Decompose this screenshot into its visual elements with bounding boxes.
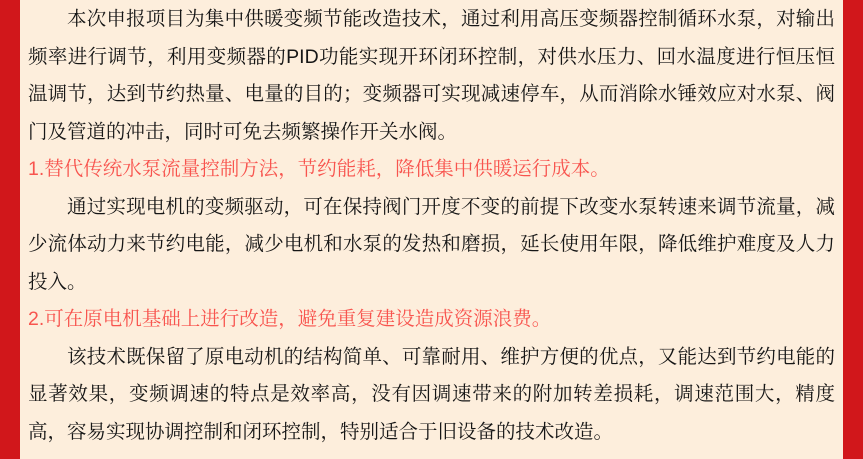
point-2-detail-paragraph: 该技术既保留了原电动机的结构简单、可靠耐用、维护方便的优点，又能达到节约电能的显著效果，变频调速的特点是效率高，没有因调速带来的附加转差损耗，调速范围大，精度高，容易实现协调控制和闭环控制，特别适合于旧设备的技术改造。 (28, 345, 835, 443)
highlight-point-2: 2.可在原电机基础上进行改造，避免重复建设造成资源浪费。 (28, 308, 552, 330)
left-accent-bar (0, 0, 20, 459)
point-1-detail-paragraph: 通过实现电机的变频驱动，可在保持阀门开度不变的前提下改变水泵转速来调节流量，减少流体动力来节约电能，减少电机和水泵的发热和磨损，延长使用年限，降低维护难度及人力投入。 (28, 195, 835, 293)
highlight-point-1: 1.替代传统水泵流量控制方法，节约能耗，降低集中供暖运行成本。 (28, 158, 610, 180)
intro-paragraph: 本次申报项目为集中供暖变频节能改造技术，通过利用高压变频器控制循环水泵，对输出频率进行调节，利用变频器的PID功能实现开环闭环控制，对供水压力、回水温度进行恒压恒温调节，达到节约热量、电量的目的；变频器可实现减速停车，从而消除水锤效应对水泵、阀门及管道的冲击，同时可免去频繁操作开关水阀。 (28, 8, 835, 143)
article-body (20, 0, 843, 459)
right-accent-bar (843, 0, 863, 459)
